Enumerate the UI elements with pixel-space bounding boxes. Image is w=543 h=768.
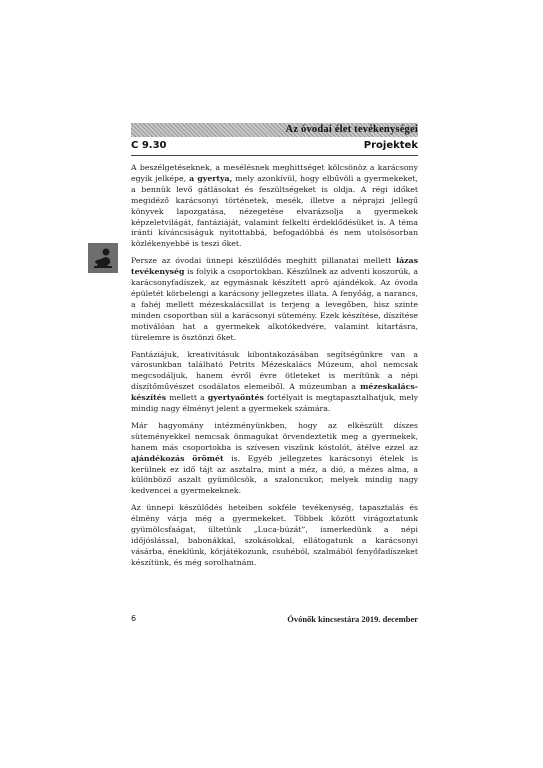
text-run: Az ünnepi készülődés heteiben sokféle tevékenység, tapasztalás és élmény várja még a gyermekeket. Többek között virágoztatunk gyümölcsfaágat, ültetünk „Luca-búzát”, ismerkedünk a népi időjóslással, babonákkal, szokásokkal, ellátogatunk a karácsonyi vásárba, éneklünk, körjátékozunk, csuhéból, szalmából fenyőfadíszeket készítünk, és még sorolhatnám.	[131, 503, 418, 567]
text-run: is. Egyéb jellegzetes karácsonyi ételek is kerülnek ez idő tájt az asztalra, mint a méz, a dió, a mézes alma, a különböző aszalt gyümölcsök, a szaloncukor, melyek mindig nagy kedvencei a gyermekeknek.	[131, 453, 418, 496]
section-code: C 9.30	[131, 140, 167, 151]
chapter-title: Az óvodai élet tevékenységei	[285, 124, 418, 135]
paragraph	[131, 503, 418, 568]
emphasis-text: mézeskalács-készítés	[131, 382, 418, 403]
emphasis-text: gyertyaöntés	[207, 393, 264, 403]
paragraph	[131, 163, 418, 250]
paragraph	[131, 421, 418, 497]
text-run: is folyik a csoportokban. Készülnek az adventi koszorúk, a karácsonyfadíszek, az egymásnak készített apró ajándékok. Az óvoda épületét körbelengi a karácsony jellegzetes illata. A fenyőág, a narancs, a fahéj mellett mézeskalácsillat is terjeng a levegőben, hisz szinte minden csoportban sül a karácsonyi sütemény. Ezek készítése, díszítése motiválóan hat a gyermekek alkotókedvére, valamint kitartásra, türelemre is ösztönzi őket.	[131, 267, 418, 342]
header-rule	[131, 155, 418, 156]
emphasis-text: ajándékozás örömét	[131, 453, 224, 463]
text-run: Persze az óvodai ünnepi készülődés meghitt pillanatai mellett	[131, 256, 397, 266]
text-run: A beszélgetéseknek, a mesélésnek meghittséget kölcsönöz a karácsony egyik jelképe,	[131, 163, 418, 183]
text-run: fortélyait is megtapasztalhatjuk, mely mindig nagy élményt jelent a gyermekek számára.	[131, 393, 418, 414]
page-number: 6	[131, 614, 137, 623]
section-label: Projektek	[363, 140, 418, 151]
emphasis-text: lázas tevékenység	[131, 256, 418, 277]
paragraph	[131, 350, 418, 415]
paragraph	[131, 256, 418, 343]
publication-title: Óvónők kincsestára 2019. december	[287, 614, 418, 624]
article-body	[131, 163, 418, 575]
text-run: mellett a	[166, 393, 208, 403]
emphasis-text: a gyertya,	[189, 173, 233, 183]
text-run: mely azonkívül, hogy elbűvöli a gyermekeket, a bennük levő gátlásokat és feszültségeket is oldja. A régi időket megidéző karácsonyi történetek, mesék, illetve a néprajzi jellegű könyvek lapozgatása, nézegetése elvarázsolja a gyermekek képzeletvilágát, fantáziáját, valamint felkelti érdeklődésüket is. A téma iránti kíváncsiságuk nyitottabbá, befogadóbbá és nem utolsósorban közlékenyebbé is teszi őket.	[131, 173, 419, 249]
text-run: Már hagyomány intézményünkben, hogy az elkészült díszes süteményekkel nemcsak önmagukat örvendeztetik meg a gyermekek, hanem más csoportokba is szívesen viszünk kóstolót, átélve ezzel az	[131, 420, 418, 452]
text-run: Fantáziájuk, kreativitásuk kibontakozásában segítségünkre van a városunkban található Petrits Mézeskalács Múzeum, ahol nemcsak megcsodáljuk, hanem évről évre ötleteket is merítünk a népi díszítőművészet csodálatos elemeiből. A múzeumban a	[131, 349, 418, 392]
child-illustration-icon	[88, 243, 118, 273]
